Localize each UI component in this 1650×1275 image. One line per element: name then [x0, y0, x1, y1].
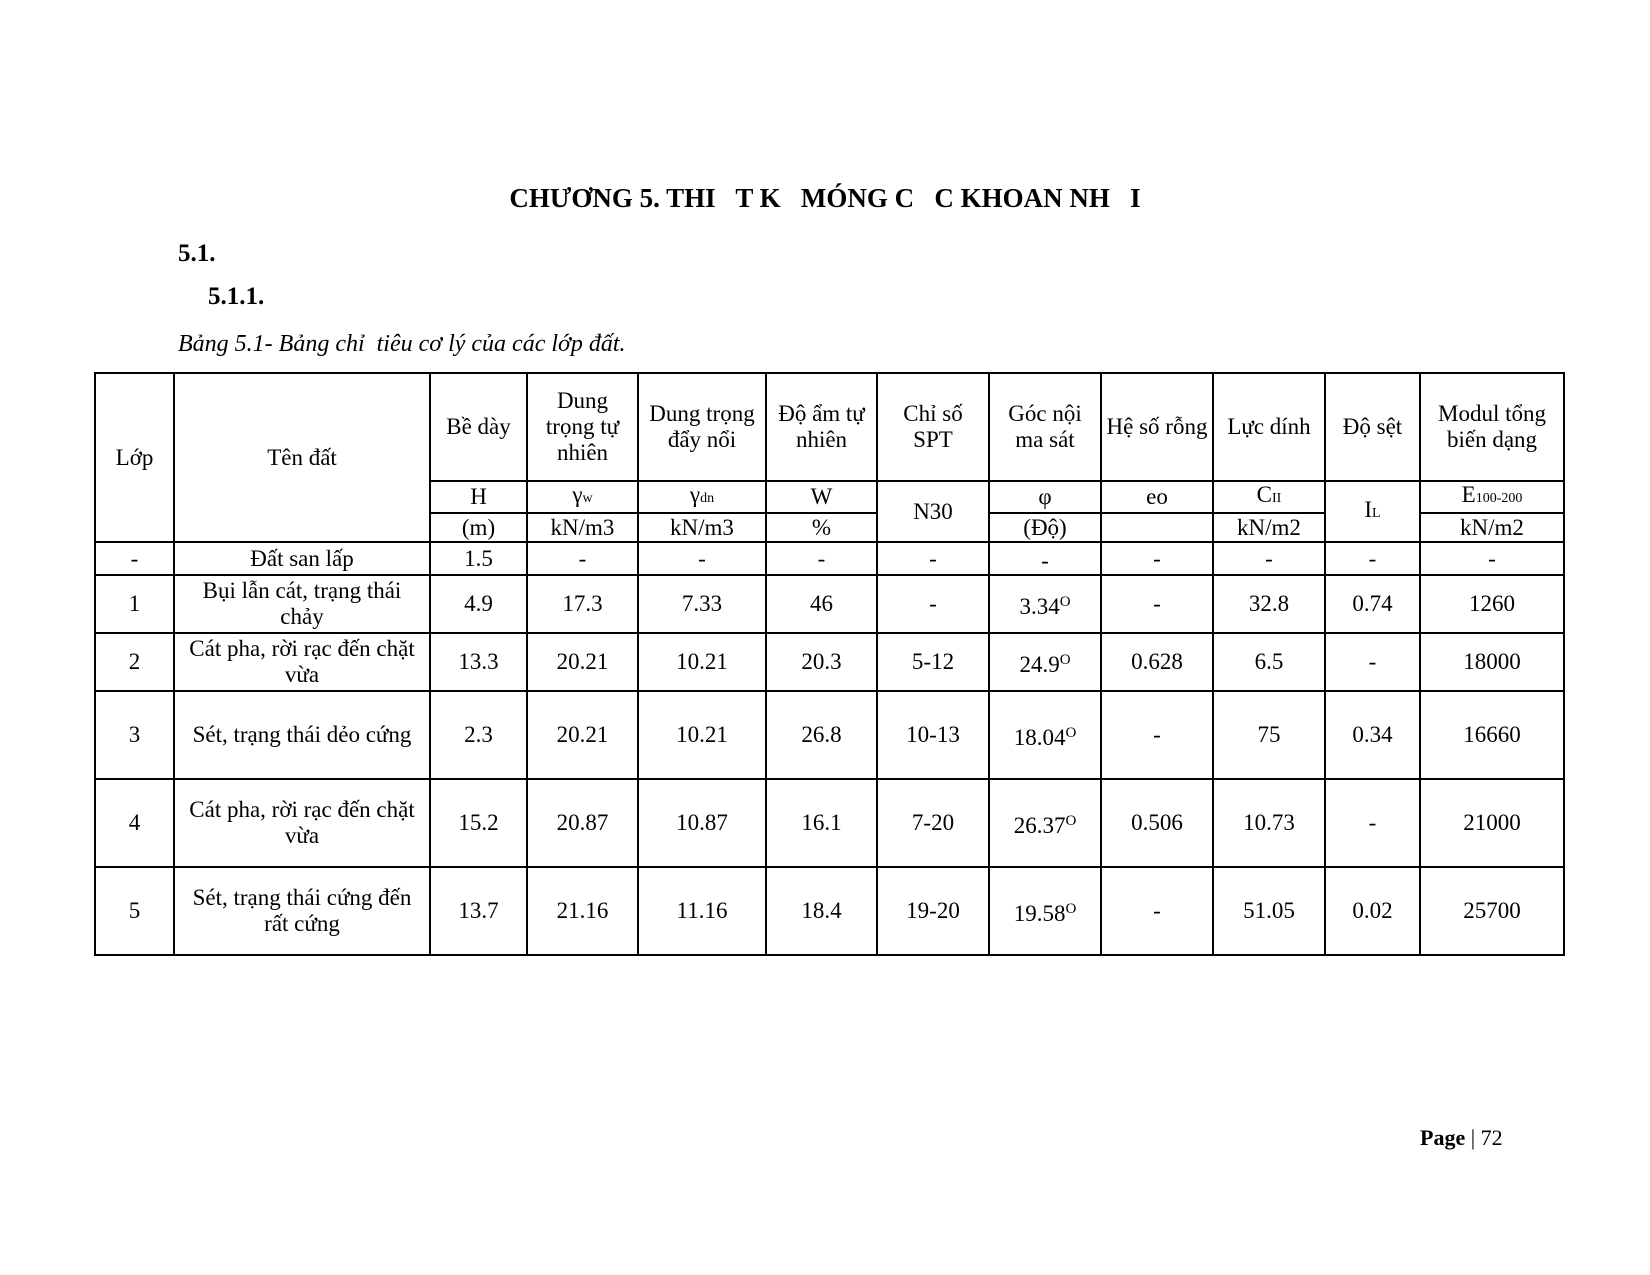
- header-goc-noi-ma-sat: Góc nội ma sát: [989, 373, 1101, 481]
- page-label: Page: [1420, 1125, 1466, 1150]
- header-do-set: Độ sệt: [1325, 373, 1420, 481]
- cell-w: 16.1: [766, 779, 877, 867]
- cell-il: -: [1325, 633, 1420, 691]
- header-be-day: Bề dày: [430, 373, 527, 481]
- cell-gdn: -: [638, 542, 766, 575]
- cell-e: 21000: [1420, 779, 1564, 867]
- cell-e: -: [1420, 542, 1564, 575]
- header-dung-trong-tu-nhien: Dung trọng tự nhiên: [527, 373, 638, 481]
- symbol-n30: N30: [877, 481, 989, 542]
- cell-h: 13.3: [430, 633, 527, 691]
- cell-il: -: [1325, 542, 1420, 575]
- cell-c: 51.05: [1213, 867, 1325, 955]
- cell-gw: -: [527, 542, 638, 575]
- cell-h: 15.2: [430, 779, 527, 867]
- cell-il: 0.74: [1325, 575, 1420, 633]
- cell-h: 1.5: [430, 542, 527, 575]
- cell-phi: $26.37^O$: [989, 779, 1101, 867]
- degree-mark: O: [1065, 724, 1077, 741]
- symbol-gamma-w: γw: [527, 481, 638, 513]
- unit-gamma-dn: kN/m3: [638, 513, 766, 542]
- cell-c: 75: [1213, 691, 1325, 779]
- cell-phi: $24.9^O$: [989, 633, 1101, 691]
- chapter-title: CHƯƠNG 5. THI T K MÓNG C C KHOAN NH I: [509, 183, 1141, 213]
- cell-lop: 2: [95, 633, 174, 691]
- symbol-eo: eo: [1101, 481, 1213, 513]
- section-heading-5-1: 5.1.: [178, 240, 216, 267]
- unit-c: kN/m2: [1213, 513, 1325, 542]
- cell-spt: -: [877, 542, 989, 575]
- cell-gdn: 10.21: [638, 633, 766, 691]
- cell-h: 2.3: [430, 691, 527, 779]
- header-do-am: Độ ẩm tự nhiên: [766, 373, 877, 481]
- degree-mark: O: [1065, 812, 1077, 829]
- cell-ten: Sét, trạng thái cứng đến rất cứng: [174, 867, 430, 955]
- cell-lop: 4: [95, 779, 174, 867]
- degree-mark: O: [1065, 900, 1077, 917]
- cell-lop: 5: [95, 867, 174, 955]
- table-row: [95, 575, 1564, 633]
- cell-eo: -: [1101, 691, 1213, 779]
- cell-h: 13.7: [430, 867, 527, 955]
- cell-w: 26.8: [766, 691, 877, 779]
- unit-eo: [1101, 513, 1213, 542]
- cell-w: 20.3: [766, 633, 877, 691]
- cell-spt: 19-20: [877, 867, 989, 955]
- cell-gw: 21.16: [527, 867, 638, 955]
- cell-il: 0.02: [1325, 867, 1420, 955]
- page-number: 72: [1480, 1125, 1503, 1150]
- header-dung-trong-day-noi: Dung trọng đẩy nổi: [638, 373, 766, 481]
- cell-il: -: [1325, 779, 1420, 867]
- degree-mark: O: [1059, 651, 1071, 668]
- cell-gdn: 7.33: [638, 575, 766, 633]
- cell-c: -: [1213, 542, 1325, 575]
- table-caption: Bảng 5.1- Bảng chỉ tiêu cơ lý của các lớp đất.: [178, 331, 626, 357]
- cell-e: 18000: [1420, 633, 1564, 691]
- soil-properties-table: [94, 372, 1565, 956]
- unit-gamma-w: kN/m3: [527, 513, 638, 542]
- cell-eo: 0.628: [1101, 633, 1213, 691]
- unit-phi: (Độ): [989, 513, 1101, 542]
- header-spt: Chỉ số SPT: [877, 373, 989, 481]
- unit-w: %: [766, 513, 877, 542]
- cell-phi: -: [989, 542, 1101, 575]
- cell-spt: 7-20: [877, 779, 989, 867]
- page-footer: [1420, 1125, 1503, 1151]
- degree-mark: O: [1059, 593, 1071, 610]
- cell-c: 32.8: [1213, 575, 1325, 633]
- page-separator: |: [1470, 1125, 1476, 1150]
- symbol-gamma-dn: γdn: [638, 481, 766, 513]
- cell-e: 1260: [1420, 575, 1564, 633]
- cell-spt: 5-12: [877, 633, 989, 691]
- unit-e: kN/m2: [1420, 513, 1564, 542]
- symbol-e: E100-200: [1420, 481, 1564, 513]
- symbol-h: H: [430, 481, 527, 513]
- cell-w: -: [766, 542, 877, 575]
- cell-spt: -: [877, 575, 989, 633]
- cell-w: 18.4: [766, 867, 877, 955]
- table-header-row: [95, 373, 1564, 481]
- section-heading-5-1-1: 5.1.1.: [208, 283, 265, 310]
- cell-h: 4.9: [430, 575, 527, 633]
- header-he-so-rong: Hệ số rỗng: [1101, 373, 1213, 481]
- cell-gdn: 10.21: [638, 691, 766, 779]
- cell-gdn: 11.16: [638, 867, 766, 955]
- cell-gw: 20.87: [527, 779, 638, 867]
- table-row: [95, 867, 1564, 955]
- cell-ten: Bụi lẫn cát, trạng thái chảy: [174, 575, 430, 633]
- symbol-c: CII: [1213, 481, 1325, 513]
- header-luc-dinh: Lực dính: [1213, 373, 1325, 481]
- cell-gw: 17.3: [527, 575, 638, 633]
- cell-gw: 20.21: [527, 633, 638, 691]
- cell-ten: Cát pha, rời rạc đến chặt vừa: [174, 779, 430, 867]
- cell-lop: 3: [95, 691, 174, 779]
- cell-ten: Cát pha, rời rạc đến chặt vừa: [174, 633, 430, 691]
- cell-eo: 0.506: [1101, 779, 1213, 867]
- cell-c: 6.5: [1213, 633, 1325, 691]
- cell-e: 25700: [1420, 867, 1564, 955]
- cell-phi: $19.58^O$: [989, 867, 1101, 955]
- cell-w: 46: [766, 575, 877, 633]
- cell-phi: $18.04^O$: [989, 691, 1101, 779]
- table-row: [95, 542, 1564, 575]
- cell-eo: -: [1101, 575, 1213, 633]
- cell-gdn: 10.87: [638, 779, 766, 867]
- cell-il: 0.34: [1325, 691, 1420, 779]
- symbol-phi: φ: [989, 481, 1101, 513]
- cell-e: 16660: [1420, 691, 1564, 779]
- table-row: [95, 779, 1564, 867]
- cell-ten: Sét, trạng thái dẻo cứng: [174, 691, 430, 779]
- cell-eo: -: [1101, 542, 1213, 575]
- header-ten-dat: Tên đất: [174, 373, 430, 542]
- symbol-il: IL: [1325, 481, 1420, 542]
- cell-gw: 20.21: [527, 691, 638, 779]
- table-row: [95, 633, 1564, 691]
- cell-eo: -: [1101, 867, 1213, 955]
- cell-c: 10.73: [1213, 779, 1325, 867]
- header-lop: Lớp: [95, 373, 174, 542]
- cell-spt: 10-13: [877, 691, 989, 779]
- cell-lop: 1: [95, 575, 174, 633]
- cell-lop: -: [95, 542, 174, 575]
- symbol-w: W: [766, 481, 877, 513]
- cell-ten: Đất san lấp: [174, 542, 430, 575]
- cell-phi: $3.34^O$: [989, 575, 1101, 633]
- table-row: [95, 691, 1564, 779]
- unit-h: (m): [430, 513, 527, 542]
- header-modul: Modul tổng biến dạng: [1420, 373, 1564, 481]
